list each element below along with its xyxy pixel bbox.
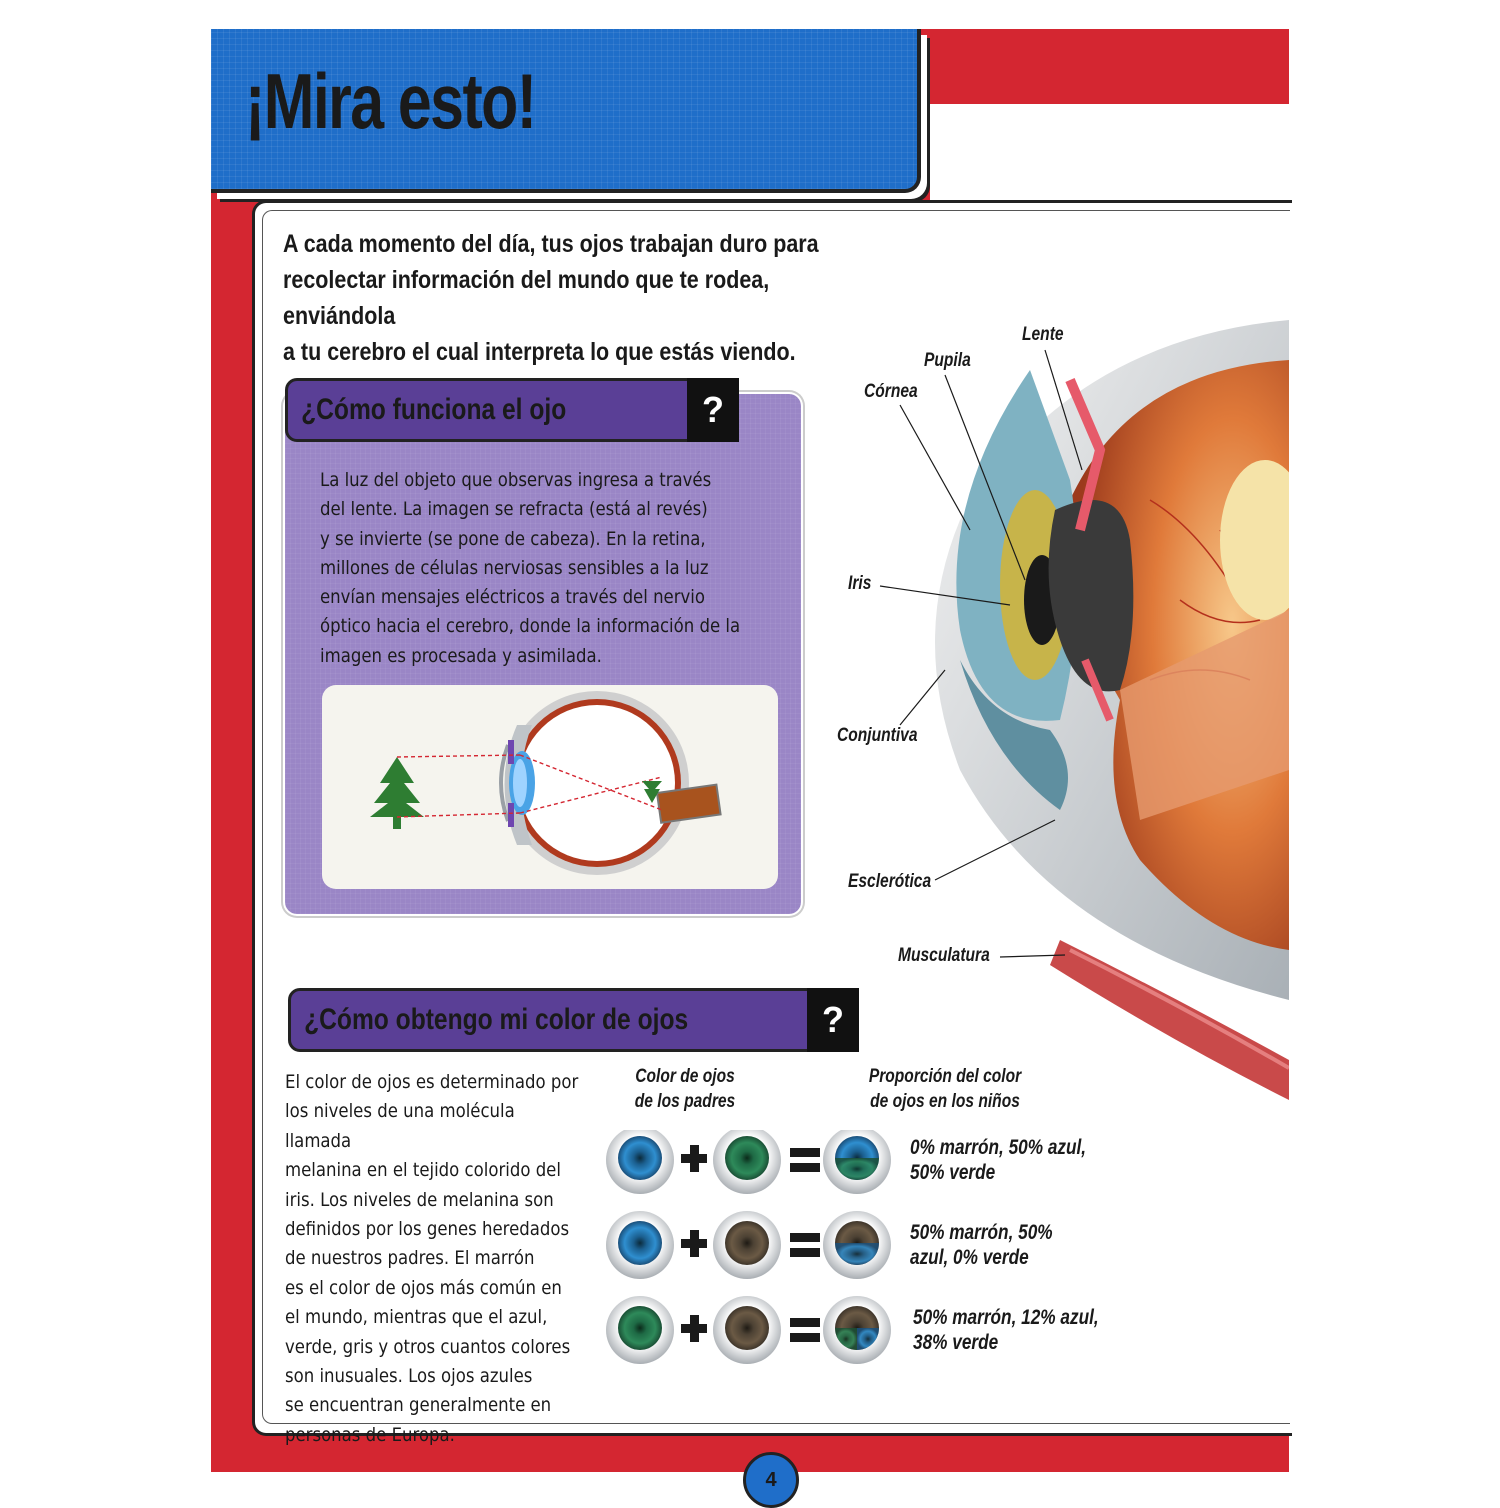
- page-number: 4: [743, 1452, 799, 1508]
- label-pupila: Pupila: [924, 350, 971, 371]
- plus-icon: [681, 1145, 707, 1172]
- eye-refraction-diagram: [322, 685, 778, 889]
- equals-icon: [790, 1318, 820, 1342]
- eye-refraction-diagram-card: [322, 685, 778, 889]
- result-row-3: 50% marrón, 12% azul, 38% verde: [913, 1306, 1099, 1354]
- eyeball-icon: [501, 691, 721, 875]
- equation-row-1: [606, 1130, 891, 1194]
- parents-eye-color-heading: Color de ojos de los padres: [634, 1066, 736, 1112]
- result-row-1: 0% marrón, 50% azul, 50% verde: [910, 1136, 1087, 1184]
- equals-icon: [790, 1148, 820, 1172]
- plus-icon: [681, 1315, 707, 1342]
- label-iris: Iris: [848, 573, 872, 594]
- how-eye-works-header: [285, 378, 739, 442]
- result-row-2: 50% marrón, 50% azul, 0% verde: [910, 1221, 1053, 1269]
- label-musculatura: Musculatura: [898, 945, 990, 966]
- question-badge: ?: [807, 988, 859, 1052]
- eye-color-text: El color de ojos es determinado por los niveles de una molécula llamada melanina en el tejido colorido del iris. Los niveles de melanina son definidos por los genes heredados de nuestros padres. El marrón es el color de ojos más común en el mundo, mientras que el azul, verde, gris y otros cuantos colores son inusuales. Los ojos azules se encuentran generalmente en personas de Europa.: [285, 1071, 579, 1446]
- page-title: ¡Mira esto!: [245, 57, 536, 145]
- label-conjuntiva: Conjuntiva: [837, 725, 918, 746]
- equation-row-3: [606, 1296, 891, 1364]
- eye-color-equations: [605, 1130, 895, 1380]
- intro-paragraph: A cada momento del día, tus ojos trabajan duro para recolectar información del mundo que te rodea, enviándola a tu cerebro el cual interpreta lo que estás viendo.: [283, 230, 819, 366]
- children-eye-color-heading: Proporción del color de ojos en los niños: [868, 1066, 1022, 1112]
- equals-icon: [790, 1233, 820, 1257]
- label-lente: Lente: [1022, 324, 1064, 345]
- equation-row-2: [606, 1211, 891, 1279]
- label-esclerotica: Esclerótica: [848, 871, 932, 892]
- eye-color-header: [288, 988, 859, 1052]
- plus-icon: [681, 1230, 707, 1257]
- frame-gap: [930, 104, 1289, 200]
- tree-icon: [370, 757, 424, 829]
- how-eye-works-heading: ¿Cómo funciona el ojo: [301, 393, 567, 426]
- label-cornea: Córnea: [864, 381, 918, 402]
- eye-color-heading: ¿Cómo obtengo mi color de ojos: [304, 1003, 689, 1036]
- how-eye-works-text: La luz del objeto que observas ingresa a través del lente. La imagen se refracta (está al revés) y se invierte (se pone de cabeza). En la retina, millones de células nerviosas sensibles a la luz envían mensajes eléctricos a través del nervio óptico hacia el cerebro, donde la información de la imagen es procesada y asimilada.: [320, 469, 741, 667]
- question-badge: ?: [687, 378, 739, 442]
